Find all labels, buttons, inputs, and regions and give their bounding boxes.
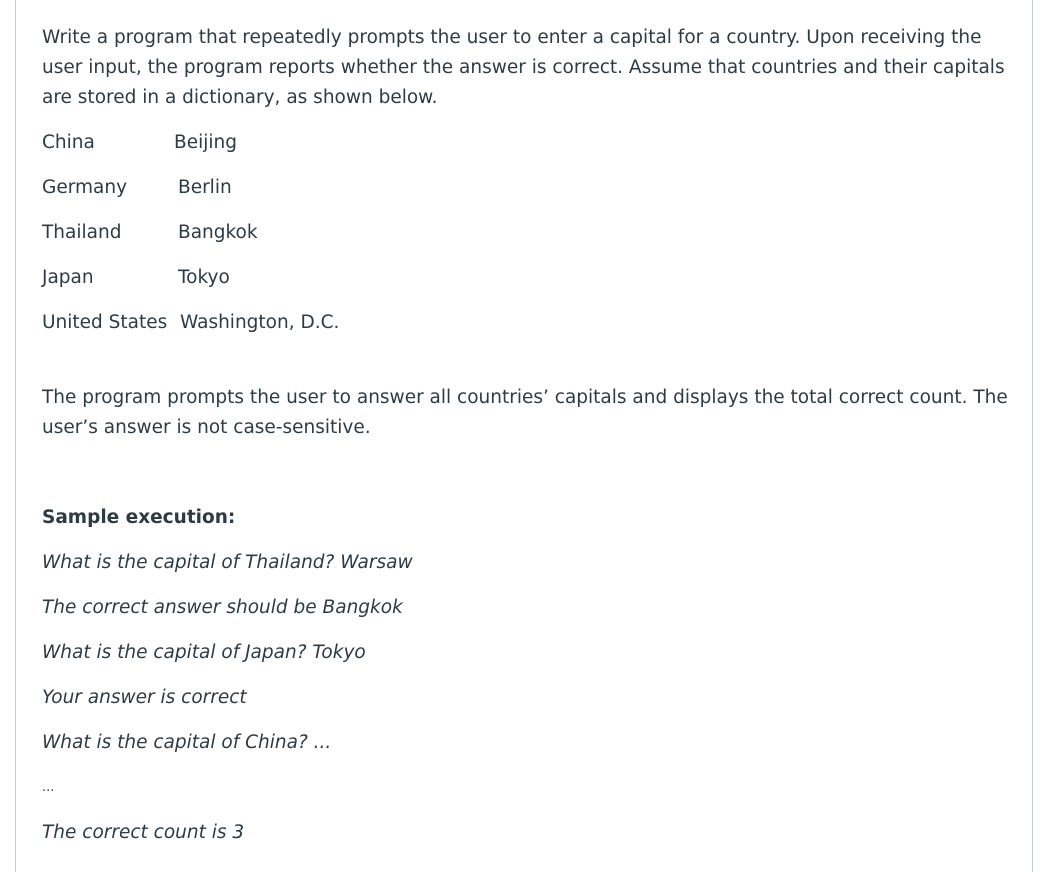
description-paragraph: The program prompts the user to answer all countries’ capitals and displays the total correct count. The user’s answer is not case-sensitive. xyxy=(42,387,1008,438)
execution-line: The correct answer should be Bangkok xyxy=(42,597,403,618)
country-cell: Japan xyxy=(42,267,94,288)
execution-line: What is the capital of Japan? Tokyo xyxy=(42,642,366,663)
table-row xyxy=(42,173,1012,203)
capital-cell: Berlin xyxy=(178,177,232,198)
intro-paragraph: Write a program that repeatedly prompts the user to enter a capital for a country. Upon receiving the user input, the program reports whether the answer is correct. Assume that countries and their capitals are stored in a dictionary, as shown below. xyxy=(42,27,1005,108)
final-count-line: The correct count is 3 xyxy=(42,822,245,843)
country-cell: Germany xyxy=(42,177,128,198)
capitals-table xyxy=(42,128,1012,338)
ellipsis-line: ... xyxy=(42,780,55,795)
capital-cell: Washington, D.C. xyxy=(180,312,340,333)
table-row xyxy=(42,218,1012,248)
country-cell: Thailand xyxy=(42,222,122,243)
table-row xyxy=(42,263,1012,293)
table-row xyxy=(42,308,1012,338)
execution-line: Your answer is correct xyxy=(42,687,247,708)
table-row xyxy=(42,128,1012,158)
capital-cell: Beijing xyxy=(174,132,237,153)
assignment-content xyxy=(42,23,1012,863)
country-cell: China xyxy=(42,132,95,153)
sample-execution xyxy=(42,548,1012,848)
execution-line: What is the capital of Thailand? Warsaw xyxy=(42,552,413,573)
capital-cell: Bangkok xyxy=(178,222,258,243)
country-cell: United States xyxy=(42,312,168,333)
capital-cell: Tokyo xyxy=(178,267,230,288)
sample-heading: Sample execution: xyxy=(42,507,236,528)
execution-line: What is the capital of China? ... xyxy=(42,732,332,753)
